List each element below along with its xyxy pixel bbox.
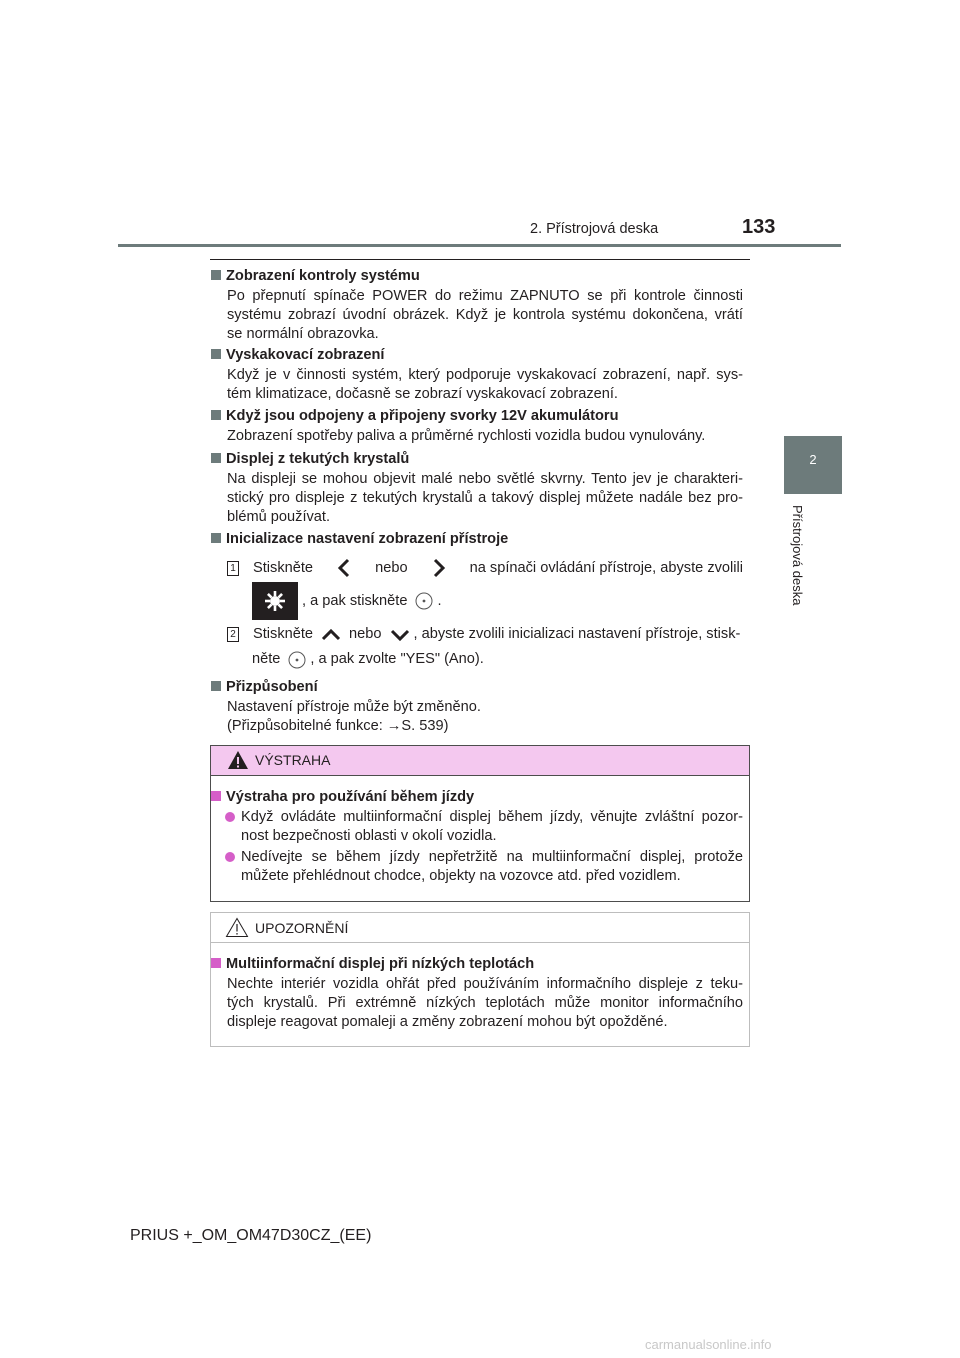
step-text: něte <box>252 651 281 667</box>
section-title: Inicializace nastavení zobrazení přístroje <box>211 530 508 549</box>
section-title: Přizpůsobení <box>211 678 318 697</box>
step-text: Stiskněte <box>253 559 314 576</box>
step-text: , a pak stiskněte <box>302 592 408 609</box>
page-number: 133 <box>742 216 776 238</box>
square-bullet-icon <box>211 533 221 543</box>
warning-subtitle: Výstraha pro používání během jízdy <box>211 788 474 807</box>
step-text: , a pak zvolte "YES" (Ano). <box>310 651 484 667</box>
step-number: 1 <box>227 561 239 576</box>
chevron-down-icon <box>390 628 410 642</box>
notice-body: Nechte interiér vozidla ohřát před používáním informačního displeje z teku- tých krystalů. Při extrémně nízkých teplotách může monitor informačního displeje reagovat pomaleji a změny zobrazení mohou být opožděné. <box>227 976 743 1030</box>
chapter-tab-number: 2 <box>809 452 817 467</box>
chevron-up-icon <box>321 628 341 642</box>
section-body: Nastavení přístroje může být změněno. (Přizpůsobitelné funkce: →S. 539) <box>227 699 481 734</box>
settings-gear-icon <box>252 582 298 620</box>
square-bullet-icon <box>211 958 221 968</box>
caution-triangle-icon <box>225 917 249 938</box>
step-2-line <box>227 625 743 644</box>
step-text: Stiskněte <box>253 626 314 642</box>
section-body: Když je v činnosti systém, který podporuje vyskakovací zobrazení, např. sys- tém klimatizace, dočasně se zobrazí vyskakovací zobrazení. <box>227 367 743 402</box>
notice-subtitle: Multiinformační displej při nízkých teplotách <box>211 955 534 974</box>
chapter-tab-label: Přístrojová deska <box>790 505 805 606</box>
enter-dial-icon <box>288 651 306 669</box>
square-bullet-icon <box>211 349 221 359</box>
step-1-line <box>227 558 743 578</box>
section-title: Zobrazení kontroly systému <box>211 267 420 286</box>
warning-bullet: Nedívejte se během jízdy nepřetržitě na multiinformační displej, protože můžete přehlédnout chodce, objekty na vozovce atd. před vozidlem. <box>225 848 743 886</box>
warning-triangle-icon <box>227 750 249 770</box>
watermark: carmanualsonline.info <box>645 1337 772 1352</box>
square-bullet-icon <box>211 453 221 463</box>
step-1-line-2 <box>252 582 442 620</box>
section-body: Zobrazení spotřeby paliva a průměrné rychlosti vozidla budou vynulovány. <box>227 428 706 444</box>
step-text: nebo <box>349 626 382 642</box>
square-bullet-icon <box>211 410 221 420</box>
round-bullet-icon <box>225 852 235 862</box>
section-body: Na displeji se mohou objevit malé nebo světlé skvrny. Tento jev je charakteri- stický pro displeje z tekutých krystalů a takový displej můžete nadále bez pro- blémů používat. <box>227 471 743 525</box>
step-text: . <box>437 592 442 609</box>
step-number: 2 <box>227 627 239 642</box>
section-title: Když jsou odpojeny a připojeny svorky 12V akumulátoru <box>211 407 619 426</box>
step-text: , abyste zvolili inicializaci nastavení přístroje, stisk- <box>413 626 741 642</box>
section-title: Vyskakovací zobrazení <box>211 346 384 365</box>
step-text: na spínači ovládání přístroje, abyste zvolili <box>469 559 743 576</box>
section-title: Displej z tekutých krystalů <box>211 450 409 469</box>
enter-dial-icon <box>415 592 433 610</box>
header-rule <box>118 244 841 247</box>
square-bullet-icon <box>211 270 221 280</box>
warning-bullet: Když ovládáte multiinformační displej během jízdy, věnujte zvláštní pozor- nost bezpečnosti oblasti v okolí vozidla. <box>225 808 743 846</box>
warning-title: VÝSTRAHA <box>255 752 331 768</box>
square-bullet-icon <box>211 791 221 801</box>
content-top-rule <box>210 259 750 260</box>
running-header-section: 2. Přístrojová deska <box>530 221 659 237</box>
chevron-left-icon <box>337 558 351 578</box>
step-text: nebo <box>375 559 408 576</box>
round-bullet-icon <box>225 812 235 822</box>
square-bullet-icon <box>211 681 221 691</box>
section-body: Po přepnutí spínače POWER do režimu ZAPNUTO se při kontrole činnosti systému zobrazí úvodní obrázek. Když je kontrola systému dokončena, vrátí se normální obrazovka. <box>227 288 743 342</box>
chevron-right-icon <box>432 558 446 578</box>
footer-code: PRIUS +_OM_OM47D30CZ_(EE) <box>130 1227 372 1244</box>
step-2-line-2 <box>252 650 484 669</box>
notice-title: UPOZORNĚNÍ <box>255 920 349 936</box>
